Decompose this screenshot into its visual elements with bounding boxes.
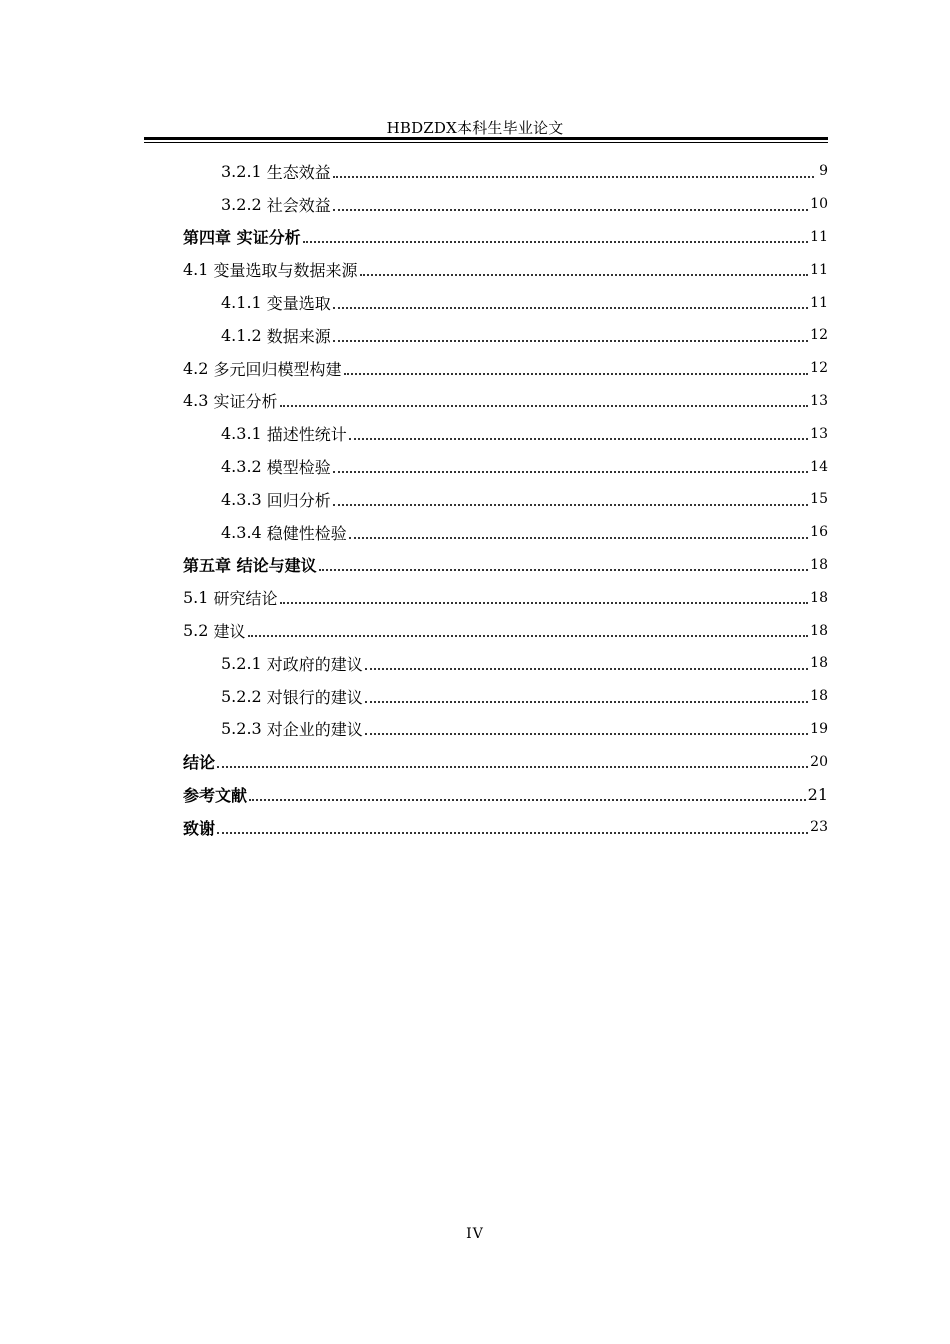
- toc-dot-leader: [333, 470, 808, 473]
- toc-entry-title: 对企业的建议: [266, 720, 363, 740]
- toc-entry-page: 11: [810, 228, 828, 245]
- toc-entry-page: 21: [807, 785, 828, 805]
- toc-dot-leader: [217, 765, 808, 768]
- toc-entry-page: 18: [810, 622, 828, 639]
- toc-dot-leader: [349, 536, 808, 539]
- toc-entry[interactable]: [183, 221, 828, 254]
- toc-entry-page: 12: [810, 360, 828, 377]
- toc-dot-leader: [303, 240, 809, 243]
- toc-entry-number: 4.2: [183, 358, 214, 378]
- toc-dot-leader: [333, 306, 808, 309]
- toc-entry[interactable]: [183, 811, 828, 844]
- toc-entry-title: 生态效益: [266, 162, 331, 182]
- toc-entry[interactable]: [183, 713, 828, 746]
- toc-entry-page: 16: [810, 524, 828, 541]
- toc-entry-title: 参考文献: [183, 786, 248, 806]
- toc-entry-page: 13: [810, 425, 828, 442]
- toc-entry-title: 多元回归模型构建: [213, 359, 342, 379]
- toc-dot-leader: [280, 404, 809, 407]
- toc-entry-page: 13: [810, 392, 828, 409]
- toc-dot-leader: [360, 273, 809, 276]
- toc-entry-page: 11: [810, 294, 828, 311]
- page-number: IV: [466, 1226, 484, 1242]
- toc-entry-page: 11: [810, 261, 828, 278]
- toc-entry[interactable]: [183, 286, 828, 319]
- toc-entry-page: 9: [819, 163, 828, 180]
- toc-entry[interactable]: [183, 253, 828, 286]
- toc-entry-title: 第四章 实证分析: [183, 228, 301, 248]
- toc-dot-leader: [365, 667, 808, 670]
- toc-entry-page: 18: [810, 688, 828, 705]
- toc-entry-page: 20: [810, 753, 828, 770]
- toc-entry-page: 18: [810, 655, 828, 672]
- toc-entry-title: 变量选取: [266, 294, 331, 314]
- toc-dot-leader: [349, 437, 808, 440]
- toc-entry-page: 18: [810, 589, 828, 606]
- toc-dot-leader: [280, 601, 809, 604]
- toc-entry-page: 10: [810, 196, 828, 213]
- toc-dot-leader: [333, 503, 808, 506]
- toc-entry-title: 稳健性检验: [266, 523, 347, 543]
- toc-entry-title: 数据来源: [266, 326, 331, 346]
- toc-entry-page: 14: [810, 458, 828, 475]
- toc-entry-title: 研究结论: [213, 589, 278, 609]
- toc-entry[interactable]: [183, 155, 828, 188]
- toc-entry-title: 社会效益: [266, 195, 331, 215]
- toc-dot-leader: [365, 700, 808, 703]
- toc-dot-leader: [333, 175, 814, 178]
- toc-entry-number: 4.1.2: [221, 325, 267, 345]
- toc-entry-number: 3.2.1: [221, 161, 267, 181]
- toc-dot-leader: [319, 568, 809, 571]
- toc-dot-leader: [333, 208, 808, 211]
- toc-entry[interactable]: [183, 549, 828, 582]
- toc-entry-number: 5.2.3: [221, 719, 267, 739]
- toc-entry[interactable]: [183, 647, 828, 680]
- toc-entry-number: 4.3.2: [221, 457, 267, 477]
- toc-dot-leader: [248, 634, 809, 637]
- toc-entry[interactable]: [183, 417, 828, 450]
- toc-entry-title: 回归分析: [266, 490, 331, 510]
- toc-entry-number: 4.1.1: [221, 293, 267, 313]
- toc-entry-title: 描述性统计: [266, 425, 347, 445]
- toc-entry[interactable]: [183, 483, 828, 516]
- toc-entry[interactable]: [183, 450, 828, 483]
- toc-entry-number: 3.2.2: [221, 194, 267, 214]
- toc-entry-number: 4.3.3: [221, 489, 267, 509]
- toc-entry-title: 实证分析: [213, 392, 278, 412]
- toc-entry[interactable]: [183, 614, 828, 647]
- toc-entry[interactable]: [183, 385, 828, 418]
- toc-entry-page: 23: [810, 819, 828, 836]
- toc-entry-title: 致谢: [183, 818, 216, 838]
- toc-entry-number: 4.3: [183, 391, 214, 411]
- toc-entry[interactable]: [183, 188, 828, 221]
- toc-entry[interactable]: [183, 581, 828, 614]
- toc-entry-title: 模型检验: [266, 458, 331, 478]
- toc-entry-number: 5.2: [183, 621, 214, 641]
- toc-entry[interactable]: [183, 778, 828, 811]
- toc-dot-leader: [344, 372, 809, 375]
- toc-dot-leader: [365, 732, 808, 735]
- toc-entry-title: 建议: [213, 622, 246, 642]
- toc-entry-page: 19: [810, 720, 828, 737]
- toc-dot-leader: [249, 798, 806, 801]
- toc-entry-title: 第五章 结论与建议: [183, 556, 317, 576]
- toc-entry-page: 18: [810, 556, 828, 573]
- toc-dot-leader: [217, 831, 808, 834]
- toc-entry-page: 15: [810, 491, 828, 508]
- toc-entry-number: 5.2.1: [221, 653, 267, 673]
- toc-entry-number: 5.2.2: [221, 686, 267, 706]
- toc-entry-title: 结论: [183, 753, 216, 773]
- toc-entry-number: 4.3.4: [221, 522, 267, 542]
- toc-entry-number: 5.1: [183, 588, 214, 608]
- toc-entry[interactable]: [183, 516, 828, 549]
- header-rule-thin: [144, 142, 828, 143]
- toc-entry-number: 4.1: [183, 260, 214, 280]
- toc-entry[interactable]: [183, 745, 828, 778]
- toc-entry[interactable]: [183, 680, 828, 713]
- toc-dot-leader: [333, 339, 808, 342]
- toc-entry-title: 对政府的建议: [266, 654, 363, 674]
- toc-entry-page: 12: [810, 327, 828, 344]
- toc-entry-number: 4.3.1: [221, 424, 267, 444]
- toc-entry-title: 对银行的建议: [266, 687, 363, 707]
- header-rule-thick: [144, 137, 828, 140]
- running-header-title: HBDZDX本科生毕业论文: [386, 119, 564, 137]
- table-of-contents: [183, 155, 828, 844]
- toc-entry-title: 变量选取与数据来源: [213, 261, 358, 281]
- toc-entry[interactable]: [183, 319, 828, 352]
- toc-entry[interactable]: [183, 352, 828, 385]
